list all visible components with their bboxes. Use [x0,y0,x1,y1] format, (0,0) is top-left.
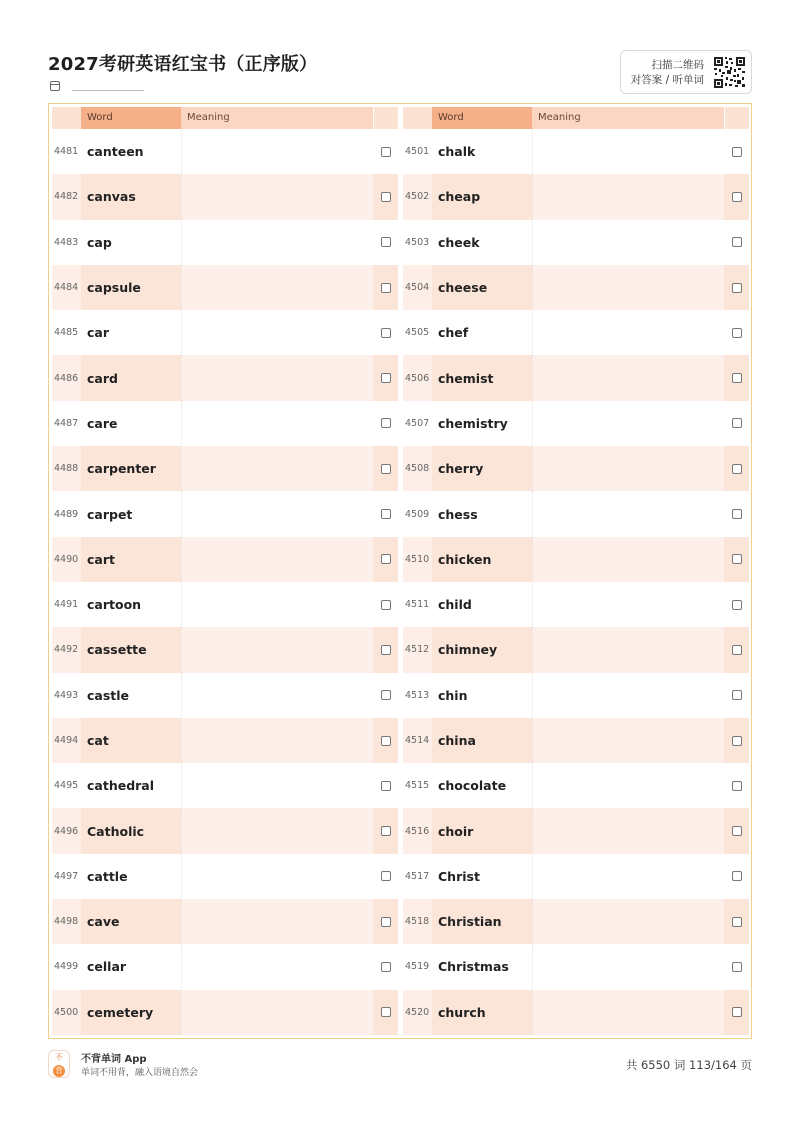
table-row [52,401,398,446]
word-number: 4484 [54,282,79,294]
table-row [403,491,749,536]
check-cell [724,990,749,1035]
check-cell [373,537,398,582]
check-cell [724,129,749,174]
word-number: 4506 [405,372,430,384]
word-text: cattle [81,854,181,899]
word-text: cheek [432,220,532,265]
word-number: 4508 [405,463,430,475]
app-name: 不背单词 App [81,1054,147,1065]
word-text: chemist [432,355,532,400]
word-text: cherry [432,446,532,491]
checkbox[interactable] [732,736,742,746]
word-text: castle [81,673,181,718]
word-number: 4496 [54,825,79,837]
word-text: cathedral [81,763,181,808]
meaning-cell[interactable] [181,582,373,627]
logo-top-char: 不 [55,1053,63,1062]
word-number: 4503 [405,236,430,248]
word-text: cave [81,899,181,944]
word-text: cheese [432,265,532,310]
meaning-cell[interactable] [532,763,724,808]
word-text: child [432,582,532,627]
checkbox[interactable] [732,826,742,836]
word-number: 4488 [54,463,79,475]
meaning-cell[interactable] [532,808,724,853]
meaning-cell[interactable] [532,673,724,718]
meaning-cell[interactable] [181,220,373,265]
table-row [52,673,398,718]
word-number: 4520 [405,1006,430,1018]
table-row [403,990,749,1035]
check-cell [373,808,398,853]
table-row [403,673,749,718]
checkbox[interactable] [381,781,391,791]
checkbox[interactable] [732,781,742,791]
meaning-cell[interactable] [181,990,373,1035]
header-check-cell [374,107,398,129]
meaning-cell[interactable] [181,491,373,536]
checkbox[interactable] [732,871,742,881]
word-number: 4497 [54,870,79,882]
date-field[interactable] [72,81,144,91]
word-number: 4481 [54,146,79,158]
word-number: 4515 [405,780,430,792]
table-row [403,537,749,582]
word-text: canteen [81,129,181,174]
check-cell [373,763,398,808]
calendar-icon [50,81,60,91]
word-number: 4500 [54,1006,79,1018]
meaning-cell[interactable] [532,990,724,1035]
meaning-cell[interactable] [181,854,373,899]
check-cell [373,990,398,1035]
word-number: 4486 [54,372,79,384]
page-header [48,48,752,98]
checkbox[interactable] [381,690,391,700]
word-number: 4491 [54,599,79,611]
word-number: 4517 [405,870,430,882]
word-number: 4519 [405,961,430,973]
checkbox[interactable] [732,600,742,610]
word-text: capsule [81,265,181,310]
word-number: 4511 [405,599,430,611]
word-column-left [52,107,398,1035]
check-cell [724,446,749,491]
table-header [403,107,749,129]
checkbox[interactable] [381,917,391,927]
check-cell [724,627,749,672]
checkbox[interactable] [732,690,742,700]
checkbox[interactable] [732,645,742,655]
meaning-cell[interactable] [181,718,373,763]
header-word: Word [81,107,181,129]
check-cell [724,718,749,763]
meaning-cell[interactable] [181,265,373,310]
word-text: cartoon [81,582,181,627]
word-number: 4492 [54,644,79,656]
meaning-cell[interactable] [532,491,724,536]
checkbox[interactable] [732,917,742,927]
meaning-cell[interactable] [532,582,724,627]
table-row [403,446,749,491]
word-text: chimney [432,627,532,672]
checkbox[interactable] [732,509,742,519]
app-slogan: 单词不用背，融入语境自然会 [81,1068,199,1078]
check-cell [724,899,749,944]
meaning-cell[interactable] [532,355,724,400]
qr-caption-line1: 扫描二维码 [651,59,704,71]
check-cell [373,265,398,310]
word-text: card [81,355,181,400]
checkbox[interactable] [381,871,391,881]
qr-caption [631,58,704,88]
table-header [52,107,398,129]
check-cell [373,401,398,446]
checkbox[interactable] [381,283,391,293]
word-text: cheap [432,174,532,219]
word-number: 4504 [405,282,430,294]
table-row [403,355,749,400]
checkbox[interactable] [732,237,742,247]
word-number: 4489 [54,508,79,520]
page-title: 2027考研英语红宝书（正序版） [48,54,318,75]
table-row [52,265,398,310]
meaning-cell[interactable] [532,129,724,174]
word-number: 4493 [54,689,79,701]
word-text: Christmas [432,944,532,989]
table-row [403,763,749,808]
meaning-cell[interactable] [181,537,373,582]
word-text: cellar [81,944,181,989]
page-info: 共 6550 词 113/164 页 [625,1058,752,1072]
check-cell [373,854,398,899]
check-cell [373,627,398,672]
word-number: 4483 [54,236,79,248]
header-meaning: Meaning [181,107,373,129]
meaning-cell[interactable] [532,401,724,446]
meaning-cell[interactable] [532,174,724,219]
table-row [52,944,398,989]
word-text: Catholic [81,808,181,853]
checkbox[interactable] [381,509,391,519]
logo-bottom-char: 背 [55,1066,63,1075]
word-rows-left [52,129,398,1035]
meaning-cell[interactable] [181,401,373,446]
qr-caption-line2: 对答案 / 听单词 [630,74,704,86]
meaning-cell[interactable] [532,310,724,355]
word-number: 4514 [405,735,430,746]
word-number: 4505 [405,327,430,339]
check-cell [373,310,398,355]
table-row [52,854,398,899]
checkbox[interactable] [381,192,391,202]
table-row [52,220,398,265]
table-row [52,899,398,944]
meaning-cell[interactable] [181,174,373,219]
table-row [403,718,749,763]
word-number: 4490 [54,553,79,565]
checkbox[interactable] [381,554,391,564]
meaning-cell[interactable] [181,446,373,491]
check-cell [724,763,749,808]
checkbox[interactable] [381,237,391,247]
table-row [52,446,398,491]
word-text: cassette [81,627,181,672]
meaning-cell[interactable] [532,220,724,265]
table-row [52,129,398,174]
word-rows-right [403,129,749,1035]
table-row [403,310,749,355]
check-cell [373,673,398,718]
checkbox[interactable] [381,147,391,157]
checkbox[interactable] [381,736,391,746]
meaning-cell[interactable] [532,537,724,582]
word-text: chef [432,310,532,355]
table-row [52,718,398,763]
table-row [403,401,749,446]
word-number: 4513 [405,689,430,701]
check-cell [373,446,398,491]
check-cell [724,582,749,627]
checkbox[interactable] [732,147,742,157]
table-row [403,808,749,853]
meaning-cell[interactable] [181,899,373,944]
page-footer [48,1048,752,1080]
meaning-cell[interactable] [532,627,724,672]
checkbox[interactable] [381,962,391,972]
checkbox[interactable] [732,373,742,383]
word-text: carpenter [81,446,181,491]
app-logo-icon [48,1050,70,1078]
table-row [403,174,749,219]
checkbox[interactable] [381,373,391,383]
word-text: carpet [81,491,181,536]
meaning-cell[interactable] [532,265,724,310]
check-cell [373,582,398,627]
word-text: cap [81,220,181,265]
table-row [52,582,398,627]
word-text: cat [81,718,181,763]
header-number-cell [52,107,81,129]
word-number: 4510 [405,553,430,565]
word-text: cart [81,537,181,582]
checkbox[interactable] [381,464,391,474]
table-row [52,537,398,582]
table-row [52,990,398,1035]
meaning-cell[interactable] [181,763,373,808]
check-cell [724,537,749,582]
word-text: car [81,310,181,355]
word-number: 4502 [405,191,430,203]
checkbox[interactable] [732,192,742,202]
check-cell [724,355,749,400]
meaning-cell[interactable] [532,718,724,763]
meaning-cell[interactable] [181,355,373,400]
check-cell [373,718,398,763]
check-cell [724,220,749,265]
check-cell [373,355,398,400]
table-row [52,355,398,400]
checkbox[interactable] [381,418,391,428]
word-text: chess [432,491,532,536]
table-row [52,763,398,808]
word-number: 4516 [405,825,430,837]
word-text: Christ [432,854,532,899]
table-row [403,129,749,174]
checkbox[interactable] [732,464,742,474]
check-cell [724,808,749,853]
checkbox[interactable] [732,554,742,564]
qr-card[interactable] [620,50,752,94]
check-cell [724,265,749,310]
check-cell [373,944,398,989]
date-row [50,81,144,91]
checkbox[interactable] [381,645,391,655]
word-text: canvas [81,174,181,219]
word-text: chalk [432,129,532,174]
meaning-cell[interactable] [181,944,373,989]
table-row [52,808,398,853]
word-text: chemistry [432,401,532,446]
word-text: chocolate [432,763,532,808]
check-cell [724,174,749,219]
check-cell [724,310,749,355]
word-number: 4485 [54,327,79,339]
meaning-cell[interactable] [181,129,373,174]
word-number: 4499 [54,961,79,973]
check-cell [373,491,398,536]
word-number: 4487 [54,417,79,429]
table-row [403,854,749,899]
table-row [52,310,398,355]
word-text: choir [432,808,532,853]
word-column-right [403,107,749,1035]
check-cell [373,220,398,265]
checkbox[interactable] [381,600,391,610]
header-number-cell [403,107,432,129]
check-cell [724,673,749,718]
table-row [403,582,749,627]
check-cell [373,174,398,219]
word-number: 4512 [405,644,430,656]
checkbox[interactable] [381,826,391,836]
check-cell [373,129,398,174]
table-row [403,627,749,672]
meaning-cell[interactable] [181,808,373,853]
checkbox[interactable] [732,962,742,972]
check-cell [724,491,749,536]
table-row [403,220,749,265]
word-number: 4509 [405,508,430,520]
word-number: 4501 [405,146,430,158]
word-text: church [432,990,532,1035]
word-text: china [432,718,532,763]
word-number: 4494 [54,735,79,746]
header-check-cell [725,107,749,129]
meaning-cell[interactable] [181,627,373,672]
meaning-cell[interactable] [181,310,373,355]
word-number: 4498 [54,916,79,928]
table-row [52,627,398,672]
table-row [403,944,749,989]
word-text: Christian [432,899,532,944]
table-row [403,899,749,944]
word-text: chicken [432,537,532,582]
meaning-cell[interactable] [181,673,373,718]
checkbox[interactable] [732,328,742,338]
checkbox[interactable] [732,418,742,428]
header-word: Word [432,107,532,129]
checkbox[interactable] [732,283,742,293]
header-meaning: Meaning [532,107,724,129]
meaning-cell[interactable] [532,944,724,989]
table-row [52,174,398,219]
word-text: chin [432,673,532,718]
check-cell [724,401,749,446]
word-number: 4495 [54,780,79,792]
qr-code-icon[interactable] [713,56,746,89]
table-row [403,265,749,310]
checkbox[interactable] [381,328,391,338]
word-number: 4518 [405,916,430,928]
checkbox[interactable] [381,1007,391,1017]
word-text: cemetery [81,990,181,1035]
meaning-cell[interactable] [532,854,724,899]
checkbox[interactable] [732,1007,742,1017]
word-text: care [81,401,181,446]
check-cell [724,854,749,899]
word-number: 4507 [405,417,430,429]
meaning-cell[interactable] [532,899,724,944]
check-cell [373,899,398,944]
table-row [52,491,398,536]
word-number: 4482 [54,191,79,203]
meaning-cell[interactable] [532,446,724,491]
word-sheet [48,103,752,1039]
check-cell [724,944,749,989]
